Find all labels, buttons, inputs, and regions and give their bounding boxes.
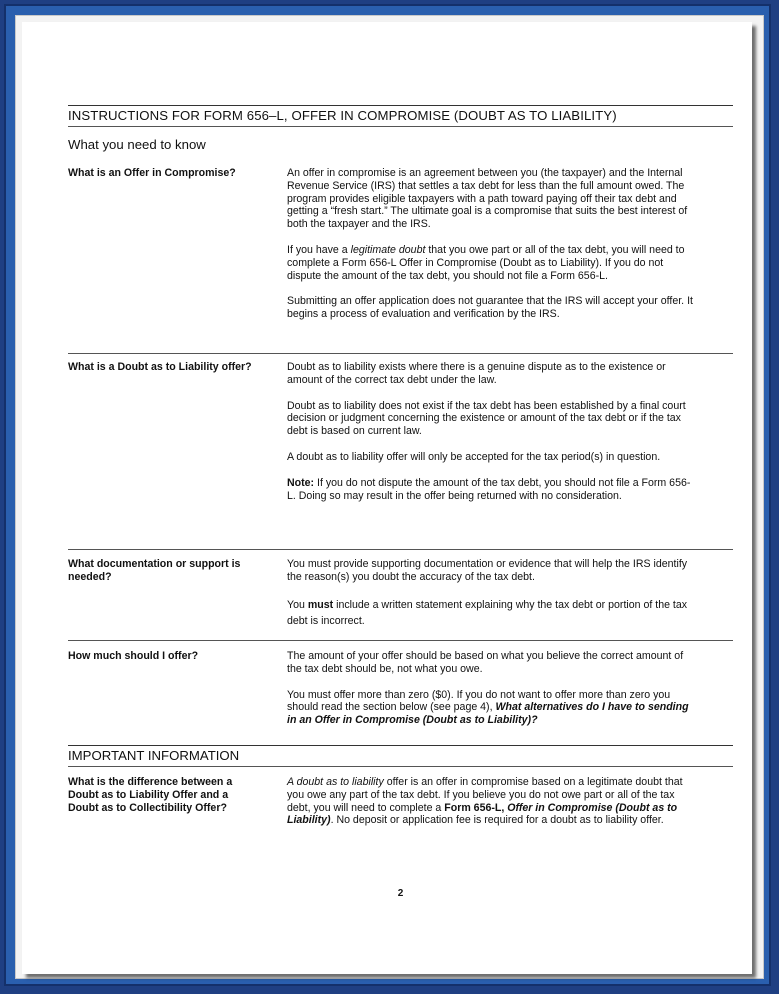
strong-emphasis-text: Offer in Compromise (Doubt as to Liability): [287, 801, 678, 827]
answer-paragraph: [287, 477, 697, 503]
emphasis-text: A doubt as to liability: [287, 776, 384, 788]
strong-text: Form 656-L,: [444, 801, 508, 814]
note-label: Note:: [287, 476, 315, 489]
text-run: include a written statement explaining why the tax debt or portion of the tax debt is incorrect.: [287, 598, 688, 627]
row-divider: [68, 353, 733, 354]
text-run: You: [287, 598, 308, 611]
answer-documentation: [287, 558, 697, 629]
answer-paragraph: [287, 244, 697, 282]
question-doubt-as-to-liability: What is a Doubt as to Liability offer?: [68, 361, 252, 373]
strong-emphasis-text: What alternatives do I have to sending in an Offer in Compromise (Doubt as to Liability)?: [287, 701, 689, 727]
text-run: that you owe part or all of the tax debt, you will need to complete a Form 656-L Offer in Compromise (Doubt as to Liability). If you do not dispute the amount of the tax debt, you should not file a Form 656-L.: [287, 243, 685, 282]
answer-paragraph: You must provide supporting documentation or evidence that will help the IRS identify the reason(s) you doubt the accuracy of the tax debt.: [287, 558, 688, 583]
answer-paragraph: A doubt as to liability offer will only be accepted for the tax period(s) in question.: [287, 450, 661, 463]
question-documentation: What documentation or support is needed?: [68, 558, 241, 583]
answer-paragraph: [287, 689, 697, 727]
row-divider: [68, 549, 733, 550]
question-liability-vs-collectibility: What is the difference between a Doubt as to Liability Offer and a Doubt as to Collectibility Offer?: [68, 776, 233, 814]
text-run: If you do not dispute the amount of the tax debt, you should not file a Form 656-L. Doing so may result in the offer being returned with no consideration.: [287, 476, 691, 502]
answer-doubt-as-to-liability: [287, 361, 697, 502]
answer-paragraph: [287, 597, 697, 629]
section-heading-what-you-need-to-know: What you need to know: [68, 137, 206, 152]
answer-paragraph: An offer in compromise is an agreement between you (the taxpayer) and the Internal Revenue Service (IRS) that settles a tax debt for less than the full amount owed. The program provides eligible taxpayers with a path toward paying off their tax debt and getting a “fresh start.” The ultimate goal is a compromise that suits the best interest of both the taxpayer and the IRS.: [287, 167, 688, 231]
answer-paragraph: [287, 776, 697, 827]
answer-paragraph: Doubt as to liability exists where there is a genuine dispute as to the existence or amount of the correct tax debt under the law.: [287, 361, 666, 386]
section-heading-important-information: IMPORTANT INFORMATION: [68, 748, 240, 763]
question-how-much-to-offer: How much should I offer?: [68, 650, 199, 662]
document-title: INSTRUCTIONS FOR FORM 656–L, OFFER IN COMPROMISE (DOUBT AS TO LIABILITY): [68, 108, 617, 123]
title-top-rule: [68, 105, 733, 106]
answer-liability-vs-collectibility: [287, 776, 697, 827]
emphasis-text: legitimate doubt: [350, 243, 426, 256]
answer-paragraph: Doubt as to liability does not exist if the tax debt has been established by a final court decision or judgment concerning the existence or amount of the tax debt or if the tax debt is based on current law.: [287, 399, 686, 438]
document-page: [22, 22, 752, 974]
answer-paragraph: The amount of your offer should be based on what you believe the correct amount of the tax debt should be, not what you owe.: [287, 650, 684, 675]
row-divider: [68, 640, 733, 641]
answer-paragraph: Submitting an offer application does not guarantee that the IRS will accept your offer. It begins a process of evaluation and verification by the IRS.: [287, 295, 693, 321]
text-run: offer is an offer in compromise based on a legitimate doubt that you owe any part of the tax debt. If you believe you do not owe part or all of the tax debt, you will need to complete a: [287, 776, 683, 814]
text-run: You must offer more than zero ($0). If you do not want to offer more than zero you should read the section below (see page 4),: [287, 688, 671, 714]
important-top-rule: [68, 745, 733, 746]
text-run: If you have a: [287, 243, 351, 256]
answer-offer-in-compromise: [287, 167, 697, 321]
important-bottom-rule: [68, 766, 733, 767]
answer-how-much-to-offer: [287, 650, 697, 727]
strong-text: must: [307, 598, 334, 611]
text-run: . No deposit or application fee is required for a doubt as to liability offer.: [330, 814, 664, 827]
page-number: 2: [397, 888, 404, 899]
question-offer-in-compromise: What is an Offer in Compromise?: [68, 167, 236, 179]
title-bottom-rule: [68, 126, 733, 127]
